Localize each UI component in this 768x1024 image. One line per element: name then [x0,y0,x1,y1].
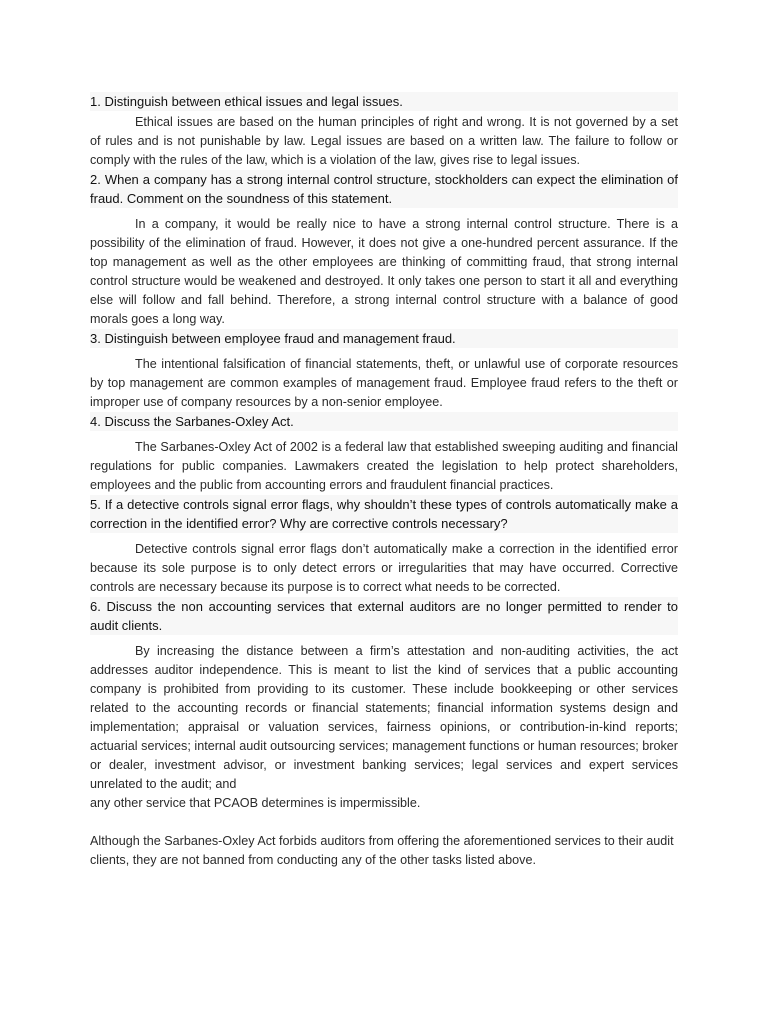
answer-2: In a company, it would be really nice to have a strong internal control structure. There is a possibility of the elimination of fraud. However, it does not give a one-hundred percent assurance. If the top management as well as the other employees are thinking of committing fraud, that strong internal control structure would be weakened and destroyed. It only takes one person to start it all and everything else will follow and fall behind. Therefore, a strong internal control structure with a balance of good morals goes a long way. [90,217,678,326]
question-2: 2. When a company has a strong internal control structure, stockholders can expect the elimination of fraud. Comment on the soundness of this statement. [90,172,678,206]
answer-3: The intentional falsification of financial statements, theft, or unlawful use of corporate resources by top management are common examples of management fraud. Employee fraud refers to the theft or improper use of company resources by a non-senior employee. [90,357,678,409]
answer-5: Detective controls signal error flags don’t automatically make a correction in the identified error because its sole purpose is to only detect errors or irregularities that may have occurred. Corrective controls are necessary because its purpose is to correct what needs to be corrected. [90,542,678,594]
document-page [90,92,678,870]
question-6: 6. Discuss the non accounting services that external auditors are no longer permitted to render to audit clients. [90,599,678,633]
answer-6-tail: any other service that PCAOB determines is impermissible. [90,796,421,810]
question-3: 3. Distinguish between employee fraud and management fraud. [90,329,678,348]
answer-6: By increasing the distance between a firm’s attestation and non-auditing activities, the act addresses auditor independence. This is meant to list the kind of services that a public accounting company is prohibited from providing to its customer. These include bookkeeping or other services related to the accounting records or financial statements; financial information systems design and implementation; appraisal or valuation services, fairness opinions, or contribution-in-kind reports; actuarial services; internal audit outsourcing services; management functions or human resources; broker or dealer, investment advisor, or investment banking services; legal services and expert services unrelated to the audit; and [90,644,678,791]
question-1: 1. Distinguish between ethical issues and legal issues. [90,92,678,111]
question-4: 4. Discuss the Sarbanes-Oxley Act. [90,412,678,431]
answer-1: Ethical issues are based on the human principles of right and wrong. It is not governed by a set of rules and is not punishable by law. Legal issues are based on a written law. The failure to follow or comply with the rules of the law, which is a violation of the law, gives rise to legal issues. [90,115,678,167]
closing-paragraph: Although the Sarbanes-Oxley Act forbids auditors from offering the aforementioned services to their audit clients, they are not banned from conducting any of the other tasks listed above. [90,834,674,867]
question-5: 5. If a detective controls signal error flags, why shouldn’t these types of controls automatically make a correction in the identified error? Why are corrective controls necessary? [90,497,678,531]
answer-4: The Sarbanes-Oxley Act of 2002 is a federal law that established sweeping auditing and financial regulations for public companies. Lawmakers created the legislation to help protect shareholders, employees and the public from accounting errors and fraudulent financial practices. [90,440,678,492]
